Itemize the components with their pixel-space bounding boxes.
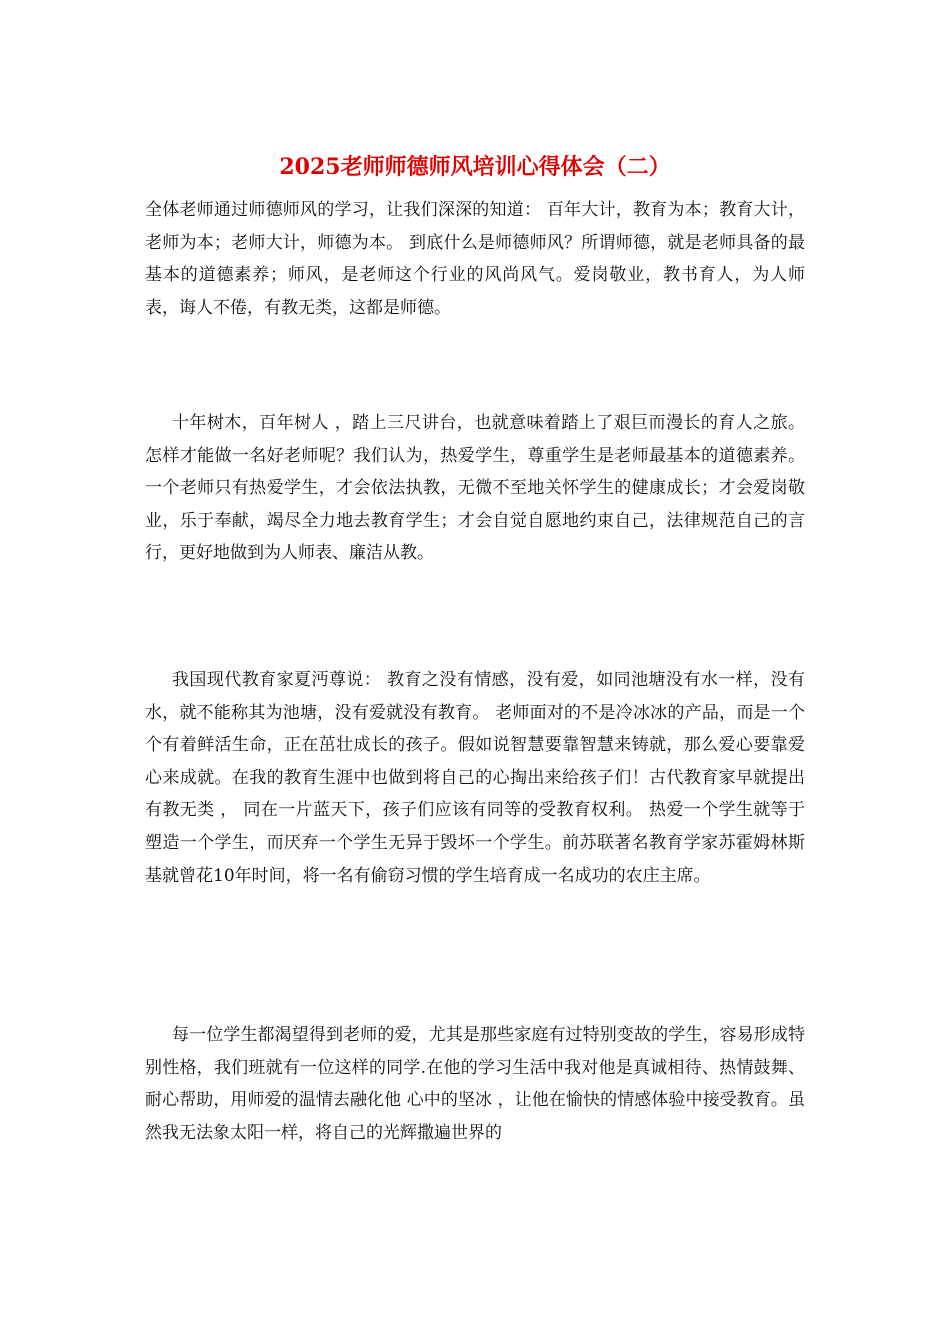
- document-title: 2025老师师德师风培训心得体会（二）: [279, 154, 671, 180]
- paragraph-3: 我国现代教育家夏沔尊说： 教育之没有情感，没有爱，如同池塘没有水一样，没有水，就不能称其为池塘，没有爱就没有教育。 老师面对的不是冷冰冰的产品，而是一个个有着鲜活生命，正在茁壮成长的孩子。假如说智慧要靠智慧来铸就，那么爱心要靠爱心来成就。在我的教育生涯中也做到将自己的心掏出来给孩子们！古代教育家早就提出 有教无类 ， 同在一片蓝天下，孩子们应该有同等的受教育权利。 热爱一个学生就等于塑造一个学生，而厌弃一个学生无异于毁坏一个学生。前苏联著名教育学家苏霍姆林斯基就曾花10年时间，将一名有偷窃习惯的学生培育成一名成功的农庄主席。: [145, 670, 805, 886]
- paragraph-4: 每一位学生都渴望得到老师的爱，尤其是那些家庭有过特别变故的学生，容易形成特别性格，我们班就有一位这样的同学.在他的学习生活中我对他是真诚相待、热情鼓舞、耐心帮助，用师爱的温情去融化他 心中的坚冰 ，让他在愉快的情感体验中接受教育。虽然我无法象太阳一样，将自己的光辉撒遍世界的: [145, 1025, 805, 1143]
- paragraph-1: 全体老师通过师德师风的学习，让我们深深的知道： 百年大计，教育为本；教育大计，老师为本；老师大计，师德为本。 到底什么是师德师风？所谓师德，就是老师具备的最基本的道德素养；师风，是老师这个行业的风尚风气。爱岗敬业，教书育人，为人师表，诲人不倦，有教无类，这都是师德。: [145, 200, 805, 318]
- paragraph-2: 十年树木，百年树人 ，踏上三尺讲台，也就意味着踏上了艰巨而漫长的育人之旅。怎样才能做一名好老师呢？我们认为，热爱学生，尊重学生是老师最基本的道德素养。一个老师只有热爱学生，才会依法执教，无微不至地关怀学生的健康成长；才会爱岗敬业，乐于奉献，竭尽全力地去教育学生；才会自觉自愿地约束自己，法律规范自己的言行，更好地做到为人师表、廉洁从教。: [145, 413, 805, 564]
